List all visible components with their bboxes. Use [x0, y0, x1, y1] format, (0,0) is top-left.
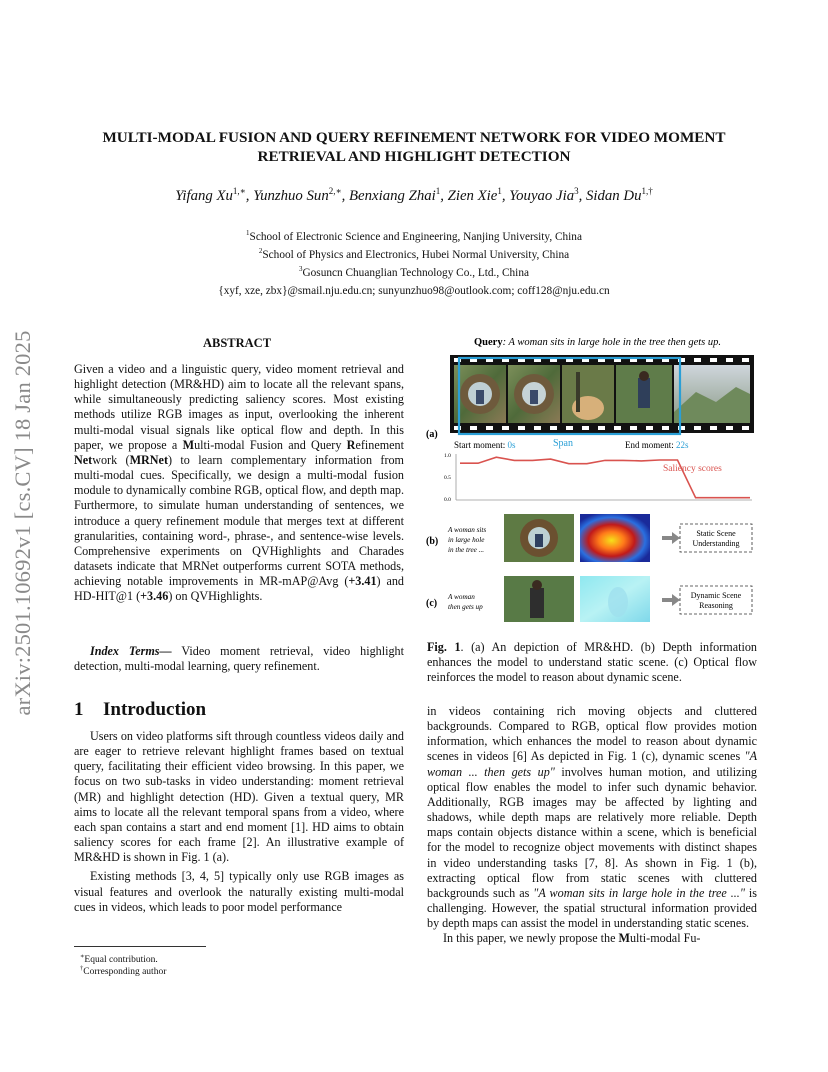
affiliation: $^1$School of Electronic Science and Engineering, Nanjing University, China — [246, 229, 582, 243]
panel-label-a: (a) — [426, 429, 438, 440]
paragraph: in videos containing rich moving objects and cluttered backgrounds. Compared to RGB, optical flow provides motion information, which enhances the model to reason about dynamic scenes in videos [6] As depicted in Fig. 1 (c), dynamic scenes "A woman ... then gets up" involves human motion, and utilizing optical flow enables the model to infer such dynamic behavior. Additionally, RGB images may be affected by lighting and shadows, while depth maps are relatively more reliable. Depth maps contain objects distance within a scene, which is beneficial for the model to recognize object movements with distinct shapes in video understanding tasks [7, 8]. As shown in Fig. 1 (b), extracting optical flow from static scenes with cluttered backgrounds such as "A woman sits in large hole in the tree ..." is challenging. However, the spatial structural information provided by depth maps can assist the model in understanding static scenes. — [427, 704, 757, 931]
abstract-heading: ABSTRACT — [202, 336, 272, 350]
affiliation: $^3$Gosuncn Chuanglian Technology Co., Ltd., China — [299, 265, 529, 279]
figure-caption: Fig. 1. (a) An depiction of MR&HD. (b) Depth information enhances the model to understand static scene. (c) Optical flow reinforces the model to reason about dynamic scene. — [427, 640, 757, 685]
query-fragment: then gets up — [448, 603, 483, 611]
box-label: Dynamic Scene — [690, 591, 742, 600]
author: Benxiang Zhai$^1$, — [349, 186, 448, 204]
author: Yunzhuo Sun$^{2,∗}$, — [253, 186, 350, 204]
query-fragment: A woman sits — [448, 526, 487, 534]
author: Youyao Jia$^3$, — [509, 186, 586, 204]
query-fragment: in the tree ... — [448, 546, 485, 554]
saliency-chart — [444, 453, 752, 503]
paragraph: Users on video platforms sift through countless videos daily and are eager to retrieve relevant highlight frames based on textual query, facilitating their efficient video browsing. In this paper, we focus on two sub-tasks in video understanding: moment retrieval (MR) and highlight detection (HD). Given a textual query, MR aims to locate all the relevant temporal spans from a video, where each span contains a start and end moment [1]. HD aims to obtain saliency scores for each frame [2]. An illustrative example of MR&HD is shown in Fig. 1 (a). — [74, 729, 404, 865]
panel-label-b: (b) — [426, 536, 439, 547]
query-fragment: in large hole — [448, 536, 485, 544]
email-line: {xyf, xze, zbx}@smail.nju.edu.cn; sunyunzhuo98@outlook.com; coff128@nju.edu.cn — [218, 285, 610, 297]
affiliation: $^2$School of Physics and Electronics, Hubei Normal University, China — [258, 247, 570, 261]
title-line-1: MULTI-MODAL FUSION AND QUERY REFINEMENT NETWORK FOR VIDEO MOMENT — [102, 129, 726, 146]
arrow-icon — [672, 532, 680, 544]
query-text: Query: A woman sits in large hole in the tree then gets up. — [474, 337, 722, 348]
video-film-strip — [450, 355, 754, 434]
section-heading: 1 Introduction — [74, 699, 207, 720]
saliency-ytick: 1.0 — [444, 453, 451, 459]
figure-1 — [426, 332, 760, 622]
end-moment: End moment: 22s — [625, 440, 689, 450]
panel-label-c: (c) — [426, 598, 438, 609]
paragraph: In this paper, we newly propose the Multi-modal Fu- — [443, 931, 701, 946]
title-line-2: RETRIEVAL AND HIGHLIGHT DETECTION — [257, 148, 571, 165]
author: Zien Xie$^1$, — [447, 186, 510, 204]
box-label: Reasoning — [699, 601, 733, 610]
author-list — [60, 186, 768, 205]
saliency-label: Saliency scores — [663, 464, 722, 474]
panel-c — [426, 576, 752, 622]
query-fragment: A woman — [448, 593, 475, 601]
arxiv-stamp: arXiv:2501.10692v1 [cs.CV] 18 Jan 2025 — [10, 330, 35, 716]
depth-map — [580, 514, 650, 562]
index-terms: Index Terms— Video moment retrieval, video highlight detection, multi-modal learning, query refinement. — [74, 644, 404, 674]
saliency-ytick: 0.0 — [444, 497, 451, 503]
footnote: ∗Equal contribution. — [80, 953, 158, 966]
arrow-icon — [672, 594, 680, 606]
footnote: †Corresponding author — [80, 965, 167, 978]
author: Yifang $Xu^{1,∗}$, — [175, 186, 254, 204]
abstract-body: Given a video and a linguistic query, video moment retrieval and highlight detection (MR&HD) aim to locate all the relevant spans, while simultaneously predicting saliency scores. Most existing methods utilize RGB images as input, overlooking the inherent multi-modal visual signals like optical flow and depth. In this paper, we propose a Multi-modal Fusion and Query Refinement Network (MRNet) to learn complementary information from multi-modal cues. Specifically, we design a multi-modal fusion module to dynamically combine RGB, optical flow, and depth map. Furthermore, to simulate human understanding of sentences, we introduce a query refinement module that merges text at different granularities, containing word-, phrase-, and sentence-wise levels. Comprehensive experiments on QVHighlights and Charades datasets indicate that MRNet outperforms current SOTA methods, achieving notable improvements in MR-mAP@Avg (+3.41) and HD-HIT@1 (+3.46) on QVHighlights. — [74, 362, 405, 604]
footnote-rule — [74, 946, 206, 947]
paragraph: Existing methods [3, 4, 5] typically only use RGB images as visual features and overlook the naturally existing multi-modal cues in videos, which leads to poor model performance — [74, 869, 404, 914]
saliency-ytick: 0.5 — [444, 475, 451, 481]
start-moment: Start moment: 0s — [454, 440, 516, 450]
box-label: Static Scene — [696, 529, 736, 538]
panel-b — [426, 514, 752, 562]
intro-left-column — [74, 729, 404, 915]
intro-right-column — [427, 704, 757, 947]
author: Sidan $Du^{1,\dagger}$ — [586, 186, 653, 204]
paper-title — [60, 128, 768, 166]
span-label: Span — [553, 438, 573, 449]
box-label: Understanding — [692, 539, 740, 548]
